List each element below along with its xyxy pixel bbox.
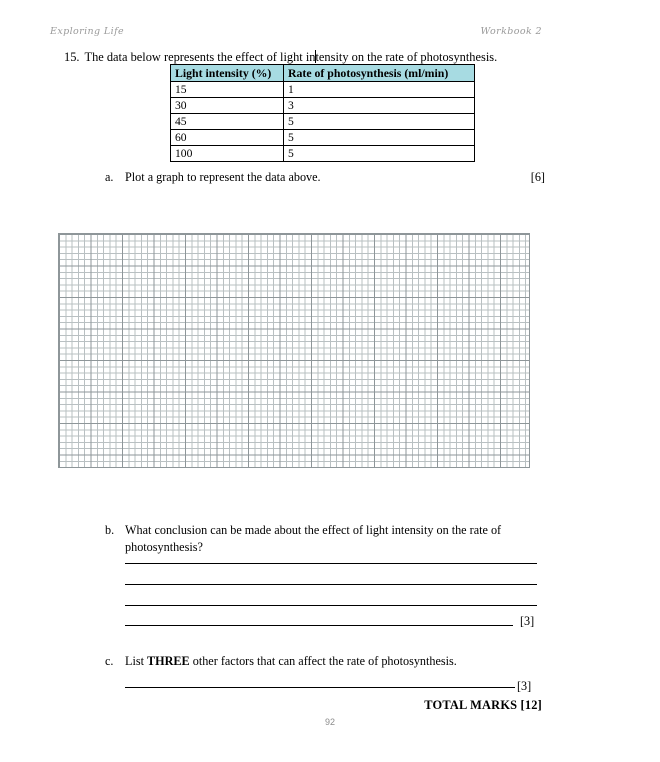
- question-number: 15.: [64, 50, 80, 64]
- cell-rate: 3: [284, 98, 475, 114]
- table-header-row: [171, 65, 475, 82]
- answer-line[interactable]: [125, 584, 537, 585]
- part-c-text-after: other factors that can affect the rate of photosynthesis.: [189, 654, 457, 668]
- part-b: [105, 522, 545, 556]
- answer-line[interactable]: [125, 563, 537, 564]
- answer-line[interactable]: [125, 687, 515, 688]
- part-b-text: What conclusion can be made about the effect of light intensity on the rate of photosynthesis?: [125, 523, 502, 554]
- question-text-part1: The data below represents the effect of light in: [84, 50, 316, 64]
- part-a-label: a.: [105, 170, 114, 184]
- cell-rate: 1: [284, 82, 475, 98]
- answer-line[interactable]: [125, 605, 537, 606]
- page-number: 92: [324, 717, 335, 727]
- table-row: [171, 82, 475, 98]
- cell-light-intensity: 45: [171, 114, 284, 130]
- part-c-marks: [3]: [517, 679, 532, 693]
- data-table: [170, 64, 475, 162]
- answer-line[interactable]: [125, 625, 513, 626]
- running-header: [0, 26, 660, 42]
- part-c-emphasis: THREE: [147, 654, 190, 668]
- part-c-text-before: List: [125, 654, 148, 668]
- graph-paper-grid[interactable]: [58, 233, 530, 468]
- part-a-marks: [6]: [530, 170, 545, 184]
- part-c-answer-area[interactable]: [125, 679, 540, 698]
- part-c-label: c.: [105, 654, 114, 668]
- part-a-text: Plot a graph to represent the data above.: [125, 170, 321, 184]
- table-row: [171, 130, 475, 146]
- header-book-title: Exploring Life: [50, 26, 125, 37]
- cell-rate: 5: [284, 130, 475, 146]
- cell-light-intensity: 100: [171, 146, 284, 162]
- part-a: [105, 170, 545, 185]
- table-row: [171, 114, 475, 130]
- part-b-label: b.: [105, 523, 115, 537]
- table-row: [171, 146, 475, 162]
- question-text-part2: tensity on the rate of photosynthesis.: [315, 50, 498, 64]
- part-c-text: [125, 654, 545, 669]
- cell-light-intensity: 60: [171, 130, 284, 146]
- question-stem: [64, 50, 497, 65]
- part-c: [105, 654, 545, 669]
- column-header-light-intensity: Light intensity (%): [171, 65, 284, 82]
- column-header-rate: Rate of photosynthesis (ml/min): [284, 65, 475, 82]
- header-workbook-label: Workbook 2: [480, 26, 542, 37]
- cell-rate: 5: [284, 146, 475, 162]
- table-row: [171, 98, 475, 114]
- cell-light-intensity: 30: [171, 98, 284, 114]
- total-marks-label: TOTAL MARKS [12]: [424, 698, 542, 712]
- part-b-answer-area[interactable]: [125, 556, 540, 631]
- cell-rate: 5: [284, 114, 475, 130]
- part-b-marks: [3]: [520, 614, 535, 628]
- cell-light-intensity: 15: [171, 82, 284, 98]
